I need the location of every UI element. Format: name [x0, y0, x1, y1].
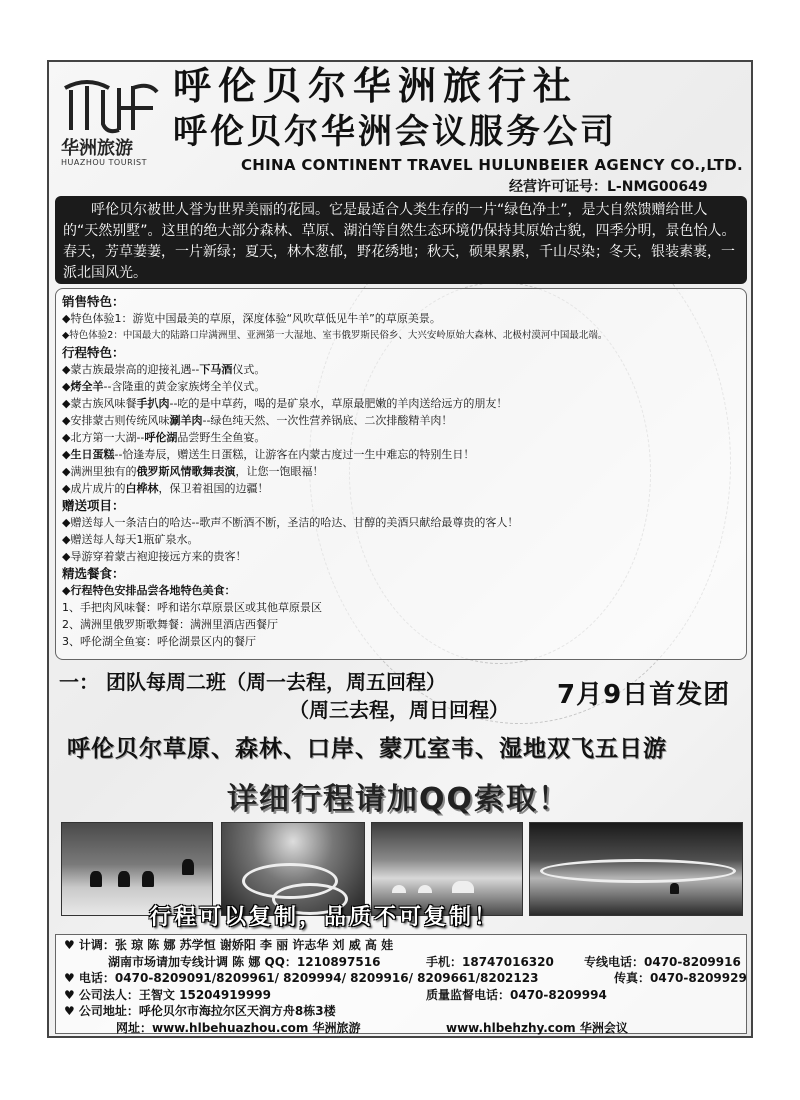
contact-row-legal [64, 987, 738, 1004]
trip-item-text: ◆ [62, 448, 71, 461]
trip-item-text: ◆满洲里独有的 [62, 465, 137, 478]
meal-item: 3、呼伦湖全鱼宴：呼伦湖景区内的餐厅 [62, 635, 256, 648]
mobile-number: 手机：18747016320 [426, 954, 554, 969]
contact-box [55, 934, 747, 1034]
trip-item [62, 446, 740, 463]
hunan-line: 湖南市场请加专线计调 陈 娜 QQ：1210897516 [108, 954, 381, 969]
schedule-line-1: 一： 团队每周二班（周一去程，周五回程） [59, 670, 446, 694]
sales-item-2: ◆特色体验2：中国最大的陆路口岸满洲里、亚洲第一大湿地、室韦俄罗斯民俗乡、大兴安岭原始大森林、北极村漠河中国最北端。 [62, 330, 608, 341]
trip-item [62, 395, 740, 412]
yurt-shape [392, 885, 406, 893]
gift-section-title: 赠送项目： [62, 498, 125, 513]
trip-item-text: --绿色纯天然、一次性营养锅底、二次排酸精羊肉！ [202, 414, 453, 427]
meal-intro: ◆行程特色安排品尝各地特色美食： [62, 584, 236, 597]
yurt-shape [418, 885, 432, 893]
horse-silhouette [142, 871, 154, 887]
trip-item-highlight: 生日蛋糕 [70, 448, 115, 461]
gift-item: ◆赠送每人每天1瓶矿泉水。 [62, 533, 199, 546]
trip-item [62, 463, 740, 480]
trip-item [62, 412, 740, 429]
sales-section-title: 销售特色： [62, 294, 125, 309]
trip-item-highlight: 呼伦湖 [144, 431, 178, 444]
trip-item-text: --恰逢寿辰，赠送生日蛋糕，让游客在内蒙古度过一生中难忘的特别生日！ [114, 448, 475, 461]
website-huazhou-tour[interactable]: 网址：www.hlbehuazhou.com 华洲旅游 [116, 1020, 361, 1035]
trip-item-text: --含隆重的黄金家族烤全羊仪式。 [103, 380, 266, 393]
trip-item-highlight: 涮羊肉 [169, 414, 203, 427]
gift-item: ◆赠送每人一条洁白的哈达--歌声不断酒不断，圣洁的哈达、甘醇的美酒只献给最尊贵的客人！ [62, 516, 519, 529]
gift-item: ◆导游穿着蒙古袍迎接远方来的贵客！ [62, 550, 247, 563]
trip-item-text: ◆安排蒙古则传统风味 [62, 414, 170, 427]
trip-item-highlight: 白桦林 [125, 482, 159, 495]
water-strip [540, 859, 736, 883]
logo-english-name: HUAZHOU TOURIST [61, 158, 147, 167]
horse-silhouette [182, 859, 194, 875]
trip-item-text: ◆北方第一大湖-- [62, 431, 145, 444]
hotline-number: 专线电话：0470-8209916 [584, 954, 741, 969]
contact-row-phone [64, 970, 747, 987]
logo-chinese-name: 华洲旅游 [61, 138, 133, 159]
trip-item [62, 378, 740, 395]
contact-row-website [64, 1020, 738, 1037]
sales-item-1: ◆特色体验1：游览中国最美的草原，深度体验“风吹草低见牛羊”的草原美景。 [62, 312, 441, 325]
legal-person: ♥ 公司法人：王智文 15204919999 [64, 987, 271, 1002]
trip-item-highlight: 下马酒 [199, 363, 233, 376]
qq-call-to-action: 详细行程请加QQ索取！ [227, 782, 571, 817]
slogan: 行程可以复制，品质不可复制！ [149, 905, 500, 930]
trip-item-text: 品尝野生全鱼宴。 [177, 431, 266, 444]
yurt-shape [452, 881, 474, 893]
meal-section-title: 精选餐食： [62, 566, 125, 581]
trip-item-text: ◆成片成片的 [62, 482, 126, 495]
flyer-frame [47, 60, 753, 1038]
trip-item [62, 361, 740, 378]
first-departure: 7月9日首发团 [557, 680, 731, 710]
trip-item [62, 480, 740, 497]
fax-number: 传真：0470-8209929 [614, 971, 747, 985]
rider-silhouette [670, 883, 679, 894]
trip-item-highlight: 烤全羊 [70, 380, 104, 393]
horse-silhouette [90, 871, 102, 887]
trip-item-text: --吃的是中草药，喝的是矿泉水，草原最肥嫩的羊肉送给远方的朋友！ [169, 397, 508, 410]
quality-phone: 质量监督电话：0470-8209994 [426, 987, 607, 1002]
agency-title: 呼伦贝尔华洲旅行社 [173, 64, 579, 108]
trip-item-highlight: 手扒肉 [136, 397, 170, 410]
meal-item: 1、手把肉风味餐：呼和诺尔草原景区或其他草原景区 [62, 601, 322, 614]
trip-item-text: 仪式。 [232, 363, 266, 376]
website-huazhou-meeting[interactable]: www.hlbehzhy.com 华洲会议 [446, 1020, 628, 1035]
contact-row-address [64, 1003, 738, 1020]
route-title: 呼伦贝尔草原、森林、口岸、蒙兀室韦、湿地双飞五日游 [67, 736, 667, 762]
horse-silhouette [118, 871, 130, 887]
features-box [55, 288, 747, 660]
company-title: 呼伦贝尔华洲会议服务公司 [173, 112, 617, 152]
trip-item-text: ，保卫着祖国的边疆！ [158, 482, 269, 495]
trip-section-title: 行程特色： [62, 345, 125, 360]
contact-row-planners [64, 937, 738, 954]
meal-item: 2、满洲里俄罗斯歌舞餐：满洲里酒店西餐厅 [62, 618, 278, 631]
license-number: 经营许可证号：L-NMG00649 [509, 179, 708, 195]
trip-item-text: ◆蒙古族风味餐 [62, 397, 137, 410]
photo-wetland [529, 822, 743, 916]
company-address: ♥ 公司地址：呼伦贝尔市海拉尔区天润方舟8栋3楼 [64, 1004, 336, 1018]
trip-item-highlight: 俄罗斯风情歌舞表演 [136, 465, 236, 478]
trip-item-text: ◆蒙古族最崇高的迎接礼遇-- [62, 363, 200, 376]
intro-paragraph: 呼伦贝尔被世人誉为世界美丽的花园。它是最适合人类生存的一片“绿色净土”，是大自然馈赠给世人的“天然别墅”。这里的绝大部分森林、草原、湖泊等自然生态环境仍保持其原始古貌，四季分明，景色怡人。春天，芳草萋萋，一片新绿；夏天，林木葱郁，野花绣地；秋天，硕果累累，千山尽染；冬天，银装素裹，一派北国风光。 [55, 196, 747, 284]
trip-item [62, 429, 740, 446]
contact-row-hunan [64, 954, 741, 971]
phone-numbers: ♥ 电话：0470-8209091/8209961/ 8209994/ 8209916/ 8209661/8202123 [64, 971, 539, 985]
schedule-line-2: （周三去程，周日回程） [289, 698, 509, 722]
trip-item-text: ，让您一饱眼福！ [235, 465, 324, 478]
trip-item-text: ◆ [62, 380, 71, 393]
planners: ♥ 计调：张 琼 陈 娜 苏学恒 谢娇阳 李 丽 许志华 刘 威 高 娃 [64, 938, 394, 952]
english-title: CHINA CONTINENT TRAVEL HULUNBEIER AGENCY CO.,LTD. [241, 156, 744, 174]
